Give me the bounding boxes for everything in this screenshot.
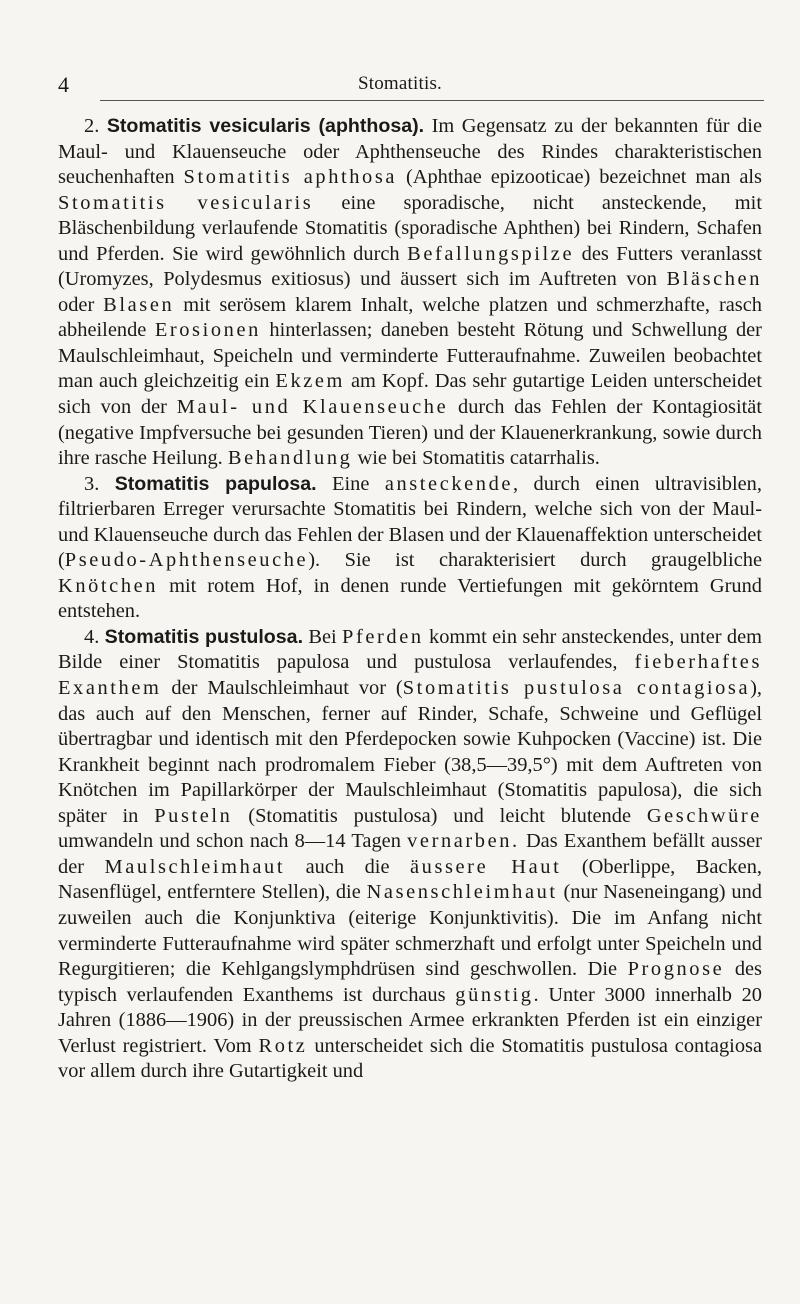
text-run: durch das Fehlen der Kontagiosität (negative Impfversuche bei gesunden Tieren) und der Klauenerkrankung, sowie durch ihre rasche Heilung. xyxy=(58,396,763,470)
text-run: oder xyxy=(58,293,95,316)
text-run: . Unter 3000 innerhalb 20 Jahren (1886—1906) in der preussischen Armee erkrankten Pferden ist ein einziger Verlust registriert. Vom xyxy=(58,983,762,1057)
text-run: mit rotem Hof, in denen runde Vertiefungen mit gekörntem Grund entstehen. xyxy=(58,574,762,623)
text-run: Das Exanthem befällt ausser der xyxy=(58,830,762,878)
spaced-term: Pusteln xyxy=(154,804,233,827)
spaced-term: Blasen xyxy=(103,293,175,316)
text-run: ), das auch auf den Menschen, ferner auf Rinder, Schafe, Schweine und Geflügel übertragbar und identisch mit den Pferdepocken sowie Kuhpocken (Vaccine) ist. Die Krankheit beginnt nach prodromalem Fieber (38,5—39,5°) mit dem Auftreten von Knötchen im Papillarkörper der Maulschleimhaut (Stomatitis papulosa), die sich später in xyxy=(58,677,762,827)
text-run: des Futters veranlasst (Uromyzes, Polydesmus exitiosus) und äussert sich im Auftreten von xyxy=(58,242,762,291)
text-run: des typisch verlaufenden Exanthems ist durchaus xyxy=(58,958,762,1006)
text-run: hinterlassen; daneben besteht Rötung und Schwellung der Maulschleimhaut, Speicheln und verminderte Futteraufnahme. Zuweilen beobachtet man auch gleichzeitig ein xyxy=(58,319,762,393)
spaced-term: Pferden xyxy=(342,625,424,648)
text-run: (Stomatitis pustulosa) und leicht blutende xyxy=(248,804,631,827)
text-run: auch die xyxy=(305,855,390,878)
spaced-term: Geschwüre xyxy=(646,804,762,827)
spaced-term: Nasenschleimhaut xyxy=(366,881,558,904)
spaced-term: Stomatitis aphthosa xyxy=(183,166,398,189)
text-run: am Kopf. Das sehr gutartige Leiden unterscheidet sich von der xyxy=(58,370,762,419)
text-run: (Aphthae epizooticae) bezeichnet man als xyxy=(405,166,762,189)
spaced-term: Stomatitis pustulosa contagiosa xyxy=(402,677,751,700)
section-heading: Stomatitis papulosa. xyxy=(114,472,317,495)
paragraph-stomatitis-papulosa xyxy=(58,472,762,625)
text-run: Eine xyxy=(332,472,370,495)
spaced-term: Stomatitis vesicularis xyxy=(58,191,314,214)
running-title: Stomatitis. xyxy=(357,73,443,94)
text-run: (Oberlippe, Backen, Nasenflügel, entferntere Stellen), die xyxy=(58,855,763,904)
text-run: Im Gegensatz zu der bekannten für die Maul- und Klauenseuche oder Aphthenseuche des Rindes charakteristischen seuchenhaften xyxy=(58,115,762,189)
section-heading: Stomatitis pustulosa. xyxy=(104,625,304,648)
spaced-term: Behandlung xyxy=(227,447,353,470)
spaced-term: fieberhaftes Exanthem xyxy=(58,651,762,700)
section-number: 3. xyxy=(84,472,100,495)
spaced-term: Rotz xyxy=(258,1034,308,1057)
header-rule xyxy=(100,100,764,101)
text-run: kommt ein sehr ansteckendes, unter dem Bilde einer Stomatitis papulosa und pustulosa verlaufendes, xyxy=(58,625,762,674)
paragraph-stomatitis-pustulosa xyxy=(58,625,762,1085)
text-run: eine sporadische, nicht ansteckende, mit Bläschenbildung verlaufende Stomatitis (sporadische Aphthen) bei Rindern, Schafen und Pferden. Sie wird gewöhnlich durch xyxy=(58,191,762,265)
spaced-term: Bläschen xyxy=(666,268,762,291)
paragraph-stomatitis-vesicularis xyxy=(58,114,762,472)
body-text xyxy=(58,114,762,1085)
section-number: 4. xyxy=(84,625,100,648)
text-run: , durch einen ultravisiblen, filtrierbaren Erreger verursachte Stomatitis bei Rindern, welche sich von der Maul- und Klauenseuche durch das Fehlen der Blasen und der Klauenaffektion unterscheidet ( xyxy=(58,472,762,572)
spaced-term: Pseudo-Aphthenseuche xyxy=(64,549,309,572)
spaced-term: Befallungspilze xyxy=(407,242,575,265)
text-run: der Maulschleimhaut vor ( xyxy=(171,677,403,700)
spaced-term: Prognose xyxy=(627,958,725,981)
text-run: (nur Naseneingang) und zuweilen auch die Konjunktiva (eiterige Konjunktivitis). Die im Anfang nicht verminderte Futteraufnahme wird später schmerzhaft und erfolgt unter Speicheln und Regurgitieren; die Kehlgangslymphdrüsen sind geschwollen. Die xyxy=(58,881,762,981)
page-number: 4 xyxy=(58,72,69,97)
spaced-term: vernarben. xyxy=(407,830,520,853)
section-heading: Stomatitis vesicularis (aphthosa). xyxy=(106,115,425,137)
text-run: umwandeln und schon nach 8—14 Tagen xyxy=(58,830,401,853)
text-run: wie bei Stomatitis catarrhalis. xyxy=(357,447,600,470)
spaced-term: Knötchen xyxy=(58,574,159,597)
spaced-term: äussere Haut xyxy=(410,855,562,878)
text-run: Bei xyxy=(308,625,337,648)
spaced-term: Erosionen xyxy=(154,319,261,342)
spaced-term: Ekzem xyxy=(275,370,346,393)
spaced-term: Maul- und Klauenseuche xyxy=(176,396,449,419)
text-run: ). Sie ist charakterisiert durch graugelbliche xyxy=(308,549,762,572)
spaced-term: Maulschleimhaut xyxy=(104,855,286,878)
spaced-term: ansteckende xyxy=(384,472,514,495)
section-number: 2. xyxy=(84,115,100,137)
text-run: unterscheidet sich die Stomatitis pustulosa contagiosa vor allem durch ihre Gutartigkeit und xyxy=(58,1034,763,1083)
text-run: mit serösem klarem Inhalt, welche platzen und schmerzhafte, rasch abheilende xyxy=(58,293,762,342)
spaced-term: günstig xyxy=(455,983,534,1006)
